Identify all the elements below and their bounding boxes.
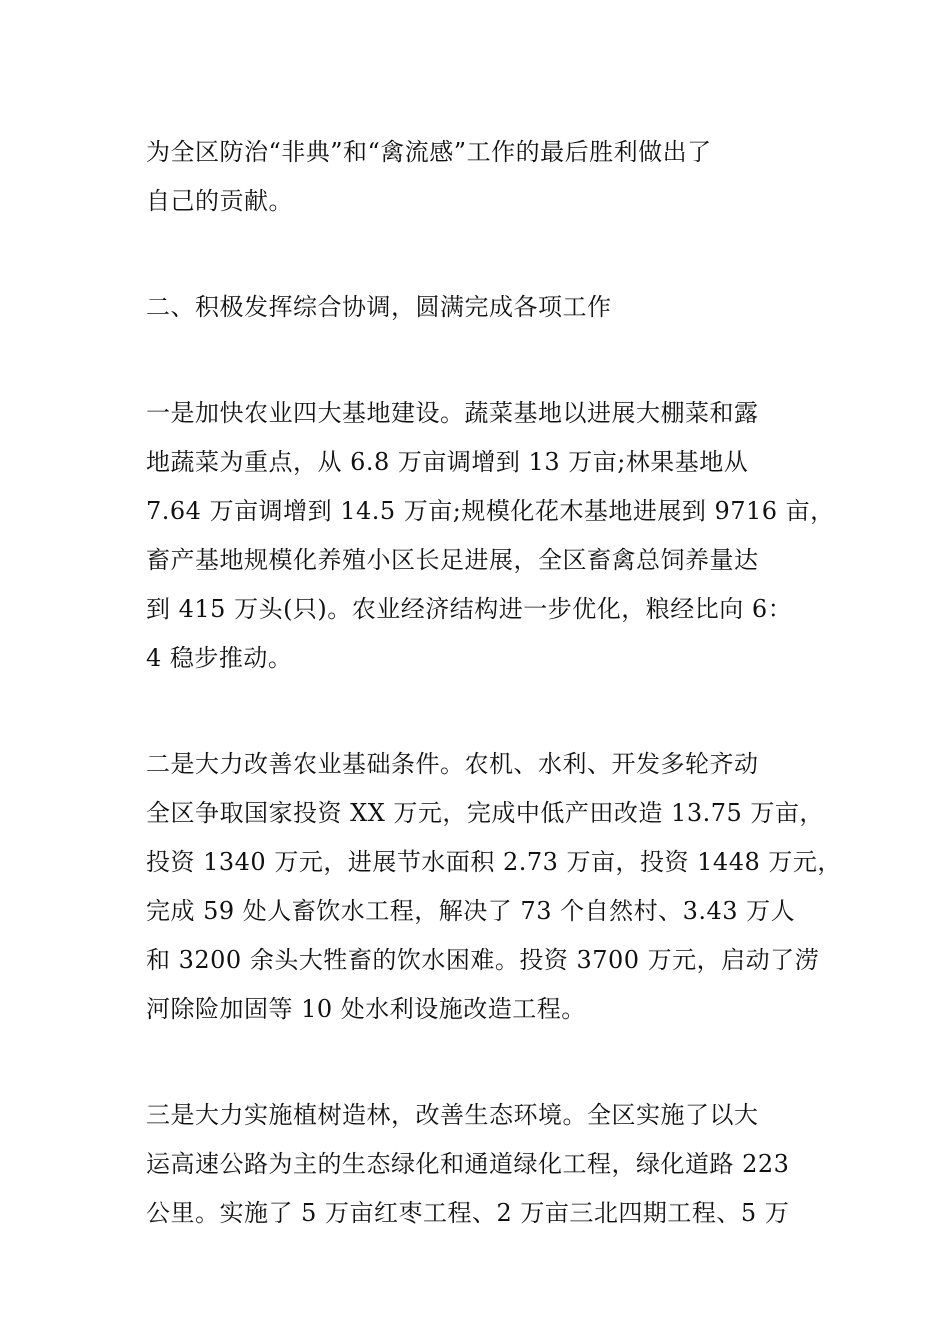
text-line: 地蔬菜为重点，从 6.8 万亩调增到 13 万亩;林果基地从	[146, 448, 749, 476]
paragraph-afforestation	[146, 1091, 826, 1238]
text-line: 畜产基地规模化养殖小区长足进展，全区畜禽总饲养量达	[146, 546, 759, 574]
text-line: 河除险加固等 10 处水利设施改造工程。	[146, 995, 586, 1023]
paragraph-infrastructure	[146, 740, 842, 1034]
document-body	[146, 128, 842, 1295]
text-line: 公里。实施了 5 万亩红枣工程、2 万亩三北四期工程、5 万	[146, 1199, 790, 1227]
section-heading	[146, 283, 826, 332]
text-line: 7.64 万亩调增到 14.5 万亩;规模化花木基地进展到 9716 亩，	[146, 497, 835, 525]
paragraph-agriculture-bases	[146, 389, 835, 683]
text-line: 全区争取国家投资 XX 万元，完成中低产田改造 13.75 万亩，	[146, 799, 824, 827]
text-line: 4 稳步推动。	[146, 644, 293, 672]
text-line: 一是加快农业四大基地建设。蔬菜基地以进展大棚菜和露	[146, 399, 759, 427]
text-line: 和 3200 余头大牲畜的饮水困难。投资 3700 万元，启动了涝	[146, 946, 820, 974]
text-line: 为全区防治“非典”和“禽流感”工作的最后胜利做出了	[146, 138, 712, 166]
text-line: 到 415 万头(只)。农业经济结构进一步优化，粮经比向 6：	[146, 595, 793, 623]
text-line: 投资 1340 万元，进展节水面积 2.73 万亩，投资 1448 万元，	[146, 848, 842, 876]
text-line: 二、积极发挥综合协调，圆满完成各项工作	[146, 293, 612, 321]
text-line: 二是大力改善农业基础条件。农机、水利、开发多轮齐动	[146, 750, 759, 778]
text-line: 运高速公路为主的生态绿化和通道绿化工程，绿化道路 223	[146, 1150, 790, 1178]
text-line: 完成 59 处人畜饮水工程，解决了 73 个自然村、3.43 万人	[146, 897, 796, 925]
text-line: 自己的贡献。	[146, 187, 293, 215]
text-line: 三是大力实施植树造林，改善生态环境。全区实施了以大	[146, 1101, 759, 1129]
paragraph-continuation	[146, 128, 826, 226]
